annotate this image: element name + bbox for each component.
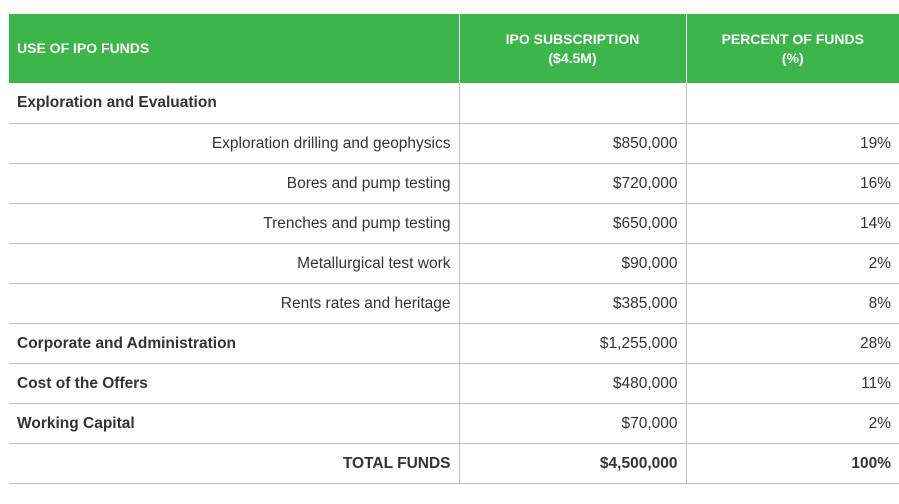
row-label: Exploration and Evaluation bbox=[9, 83, 459, 124]
row-percent: 2% bbox=[686, 404, 899, 444]
row-percent: 11% bbox=[686, 364, 899, 404]
row-amount: $480,000 bbox=[459, 364, 686, 404]
header-ipo-subscription bbox=[459, 14, 686, 83]
table-row bbox=[9, 284, 899, 324]
row-amount bbox=[459, 83, 686, 124]
table-row bbox=[9, 404, 899, 444]
row-amount: $850,000 bbox=[459, 124, 686, 164]
total-row bbox=[9, 444, 899, 484]
row-amount: $90,000 bbox=[459, 244, 686, 284]
row-label: Cost of the Offers bbox=[9, 364, 459, 404]
row-amount: $385,000 bbox=[459, 284, 686, 324]
table-row bbox=[9, 244, 899, 284]
header-ipo-subscription-line1: IPO SUBSCRIPTION bbox=[505, 30, 640, 47]
row-amount: $720,000 bbox=[459, 164, 686, 204]
table-body bbox=[9, 83, 899, 484]
row-percent: 19% bbox=[686, 124, 899, 164]
total-amount: $4,500,000 bbox=[459, 444, 686, 484]
row-label: Trenches and pump testing bbox=[9, 204, 459, 244]
total-percent: 100% bbox=[686, 444, 899, 484]
header-percent-of-funds-line1: PERCENT OF FUNDS bbox=[721, 30, 864, 47]
ipo-funds-table bbox=[9, 14, 899, 484]
row-amount: $70,000 bbox=[459, 404, 686, 444]
row-amount: $1,255,000 bbox=[459, 324, 686, 364]
row-percent bbox=[686, 83, 899, 124]
table-row bbox=[9, 324, 899, 364]
row-percent: 28% bbox=[686, 324, 899, 364]
table-row bbox=[9, 83, 899, 124]
header-percent-of-funds-line2: (%) bbox=[781, 49, 804, 66]
table-header bbox=[9, 14, 899, 83]
row-percent: 16% bbox=[686, 164, 899, 204]
row-label: Metallurgical test work bbox=[9, 244, 459, 284]
table-row bbox=[9, 124, 899, 164]
ipo-funds-table-wrapper bbox=[9, 14, 899, 484]
table-row bbox=[9, 164, 899, 204]
row-label: Rents rates and heritage bbox=[9, 284, 459, 324]
table-row bbox=[9, 364, 899, 404]
header-percent-of-funds bbox=[686, 14, 899, 83]
row-label: Exploration drilling and geophysics bbox=[9, 124, 459, 164]
row-percent: 14% bbox=[686, 204, 899, 244]
row-percent: 2% bbox=[686, 244, 899, 284]
header-ipo-subscription-line2: ($4.5M) bbox=[548, 49, 597, 66]
header-use-of-ipo-funds: USE OF IPO FUNDS bbox=[9, 14, 459, 83]
row-label: Working Capital bbox=[9, 404, 459, 444]
total-label: TOTAL FUNDS bbox=[9, 444, 459, 484]
row-label: Bores and pump testing bbox=[9, 164, 459, 204]
table-row bbox=[9, 204, 899, 244]
row-amount: $650,000 bbox=[459, 204, 686, 244]
row-percent: 8% bbox=[686, 284, 899, 324]
row-label: Corporate and Administration bbox=[9, 324, 459, 364]
